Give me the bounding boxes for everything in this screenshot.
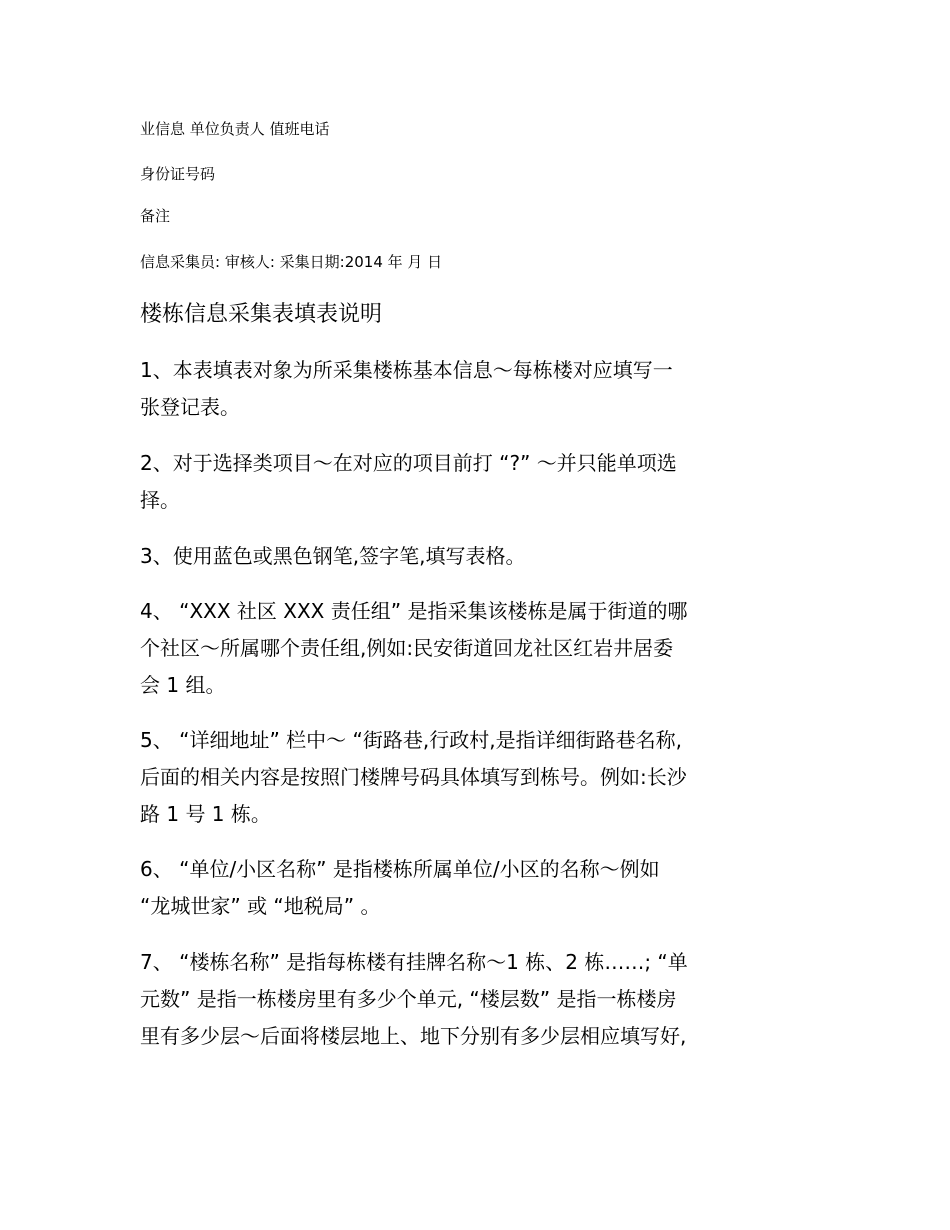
instruction-item-2 [140,445,820,519]
instruction-5-line-1: 5、 “详细地址” 栏中～ “街路巷,行政村,是指详细街路巷名称, [140,728,682,752]
instruction-6-line-1: 6、 “单位/小区名称” 是指楼栋所属单位/小区的名称～例如 [140,857,660,881]
instruction-item-6 [140,851,820,925]
instruction-3-line-1: 3、使用蓝色或黑色钢笔,签字笔,填写表格。 [140,544,526,568]
instruction-2-line-1: 2、对于选择类项目～在对应的项目前打 “?” ～并只能单项选 [140,451,677,475]
instruction-item-5 [140,722,820,833]
form-fields-line-4: 信息采集员: 审核人: 采集日期:2014 年 月 日 [140,253,443,271]
instruction-item-3 [140,538,820,575]
form-fields-line-3: 备注 [140,207,171,225]
instruction-4-line-3: 会 1 组。 [140,673,226,697]
instruction-item-7 [140,944,820,1055]
instruction-item-4 [140,593,820,704]
instruction-item-1 [140,352,820,426]
instructions-title: 楼栋信息采集表填表说明 [140,302,383,327]
instruction-6-line-2: “龙城世家” 或 “地税局” 。 [140,894,381,918]
instruction-7-line-1: 7、 “楼栋名称” 是指每栋楼有挂牌名称～1 栋、2 栋……; “单 [140,950,688,974]
instruction-7-line-2: 元数” 是指一栋楼房里有多少个单元, “楼层数” 是指一栋楼房 [140,987,677,1011]
form-fields-line-1: 业信息 单位负责人 值班电话 [140,120,330,138]
instruction-5-line-2: 后面的相关内容是按照门楼牌号码具体填写到栋号。例如:长沙 [140,765,687,789]
instruction-1-line-2: 张登记表。 [140,395,240,419]
instruction-2-line-2: 择。 [140,488,180,512]
instruction-5-line-3: 路 1 号 1 栋。 [140,802,271,826]
instruction-4-line-2: 个社区～所属哪个责任组,例如:民安街道回龙社区红岩井居委 [140,636,674,660]
instruction-7-line-3: 里有多少层～后面将楼层地上、地下分别有多少层相应填写好, [140,1024,687,1048]
instruction-1-line-1: 1、本表填表对象为所采集楼栋基本信息～每栋楼对应填写一 [140,358,673,382]
instruction-4-line-1: 4、 “XXX 社区 XXX 责任组” 是指采集该楼栋是属于街道的哪 [140,599,688,623]
form-fields-line-2: 身份证号码 [140,165,216,183]
